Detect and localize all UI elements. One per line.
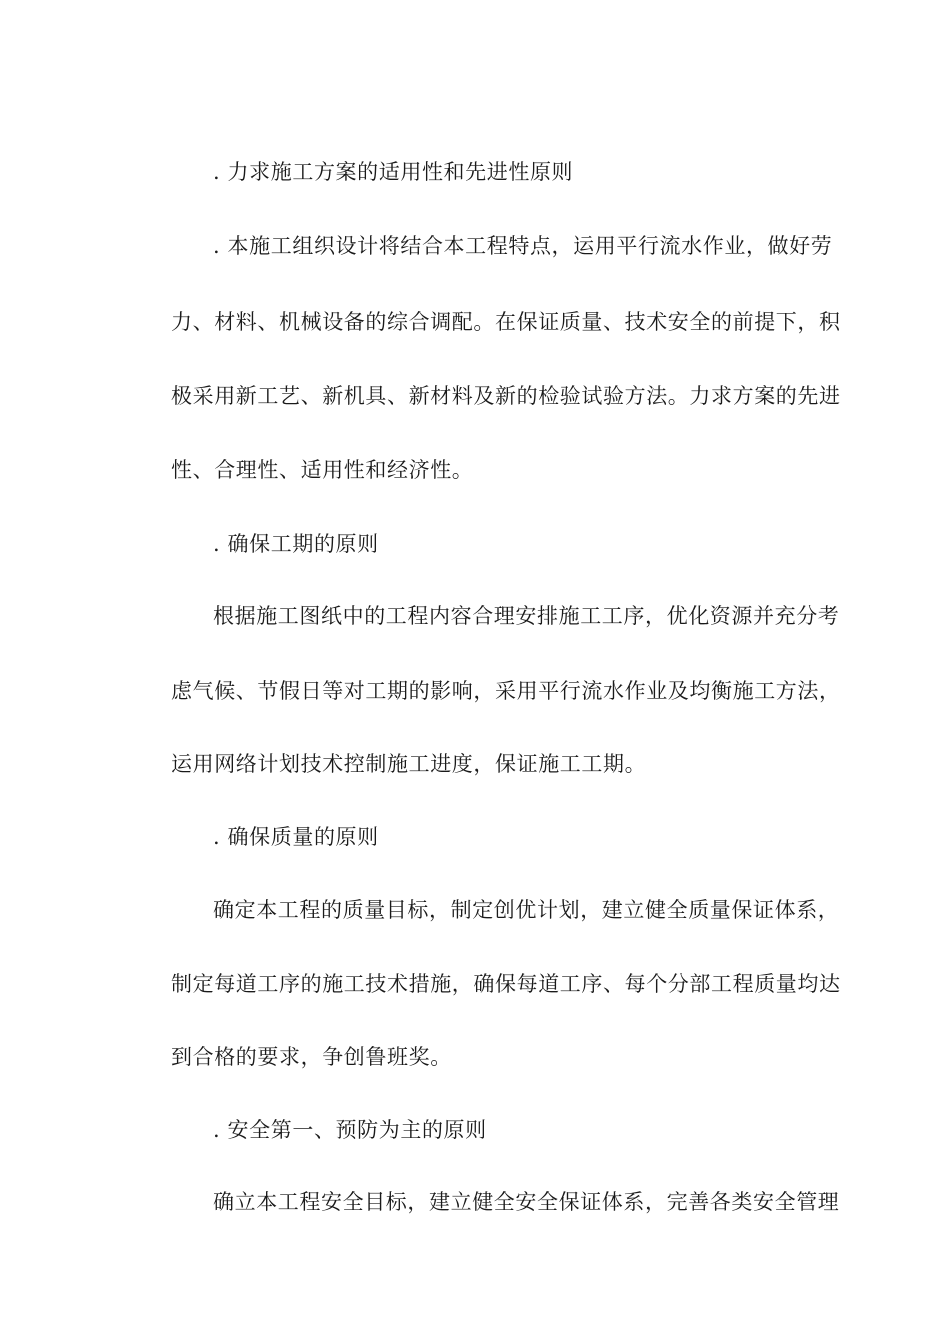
- paragraph-line: 制定每道工序的施工技术措施，确保每道工序、每个分部工程质量均达: [171, 972, 841, 996]
- paragraph-line: 运用网络计划技术控制施工进度，保证施工工期。: [171, 752, 647, 776]
- paragraph-line: . 本施工组织设计将结合本工程特点，运用平行流水作业，做好劳: [213, 234, 833, 258]
- paragraph-line: 确立本工程安全目标，建立健全安全保证体系，完善各类安全管理: [213, 1190, 840, 1214]
- section-heading-applicability: . 力求施工方案的适用性和先进性原则: [213, 160, 574, 184]
- paragraph-line: 根据施工图纸中的工程内容合理安排施工工序，优化资源并充分考: [213, 604, 840, 628]
- paragraph-line: 确定本工程的质量目标，制定创优计划，建立健全质量保证体系，: [213, 898, 840, 922]
- section-heading-safety: . 安全第一、预防为主的原则: [213, 1118, 487, 1142]
- section-heading-schedule: . 确保工期的原则: [213, 532, 379, 556]
- paragraph-line: 到合格的要求，争创鲁班奖。: [171, 1045, 452, 1069]
- section-heading-quality: . 确保质量的原则: [213, 825, 379, 849]
- paragraph-line: 力、材料、机械设备的综合调配。在保证质量、技术安全的前提下，积: [171, 310, 841, 334]
- paragraph-line: 极采用新工艺、新机具、新材料及新的检验试验方法。力求方案的先进: [171, 384, 841, 408]
- paragraph-line: 性、合理性、适用性和经济性。: [171, 458, 474, 482]
- paragraph-line: 虑气候、节假日等对工期的影响，采用平行流水作业及均衡施工方法，: [171, 679, 841, 703]
